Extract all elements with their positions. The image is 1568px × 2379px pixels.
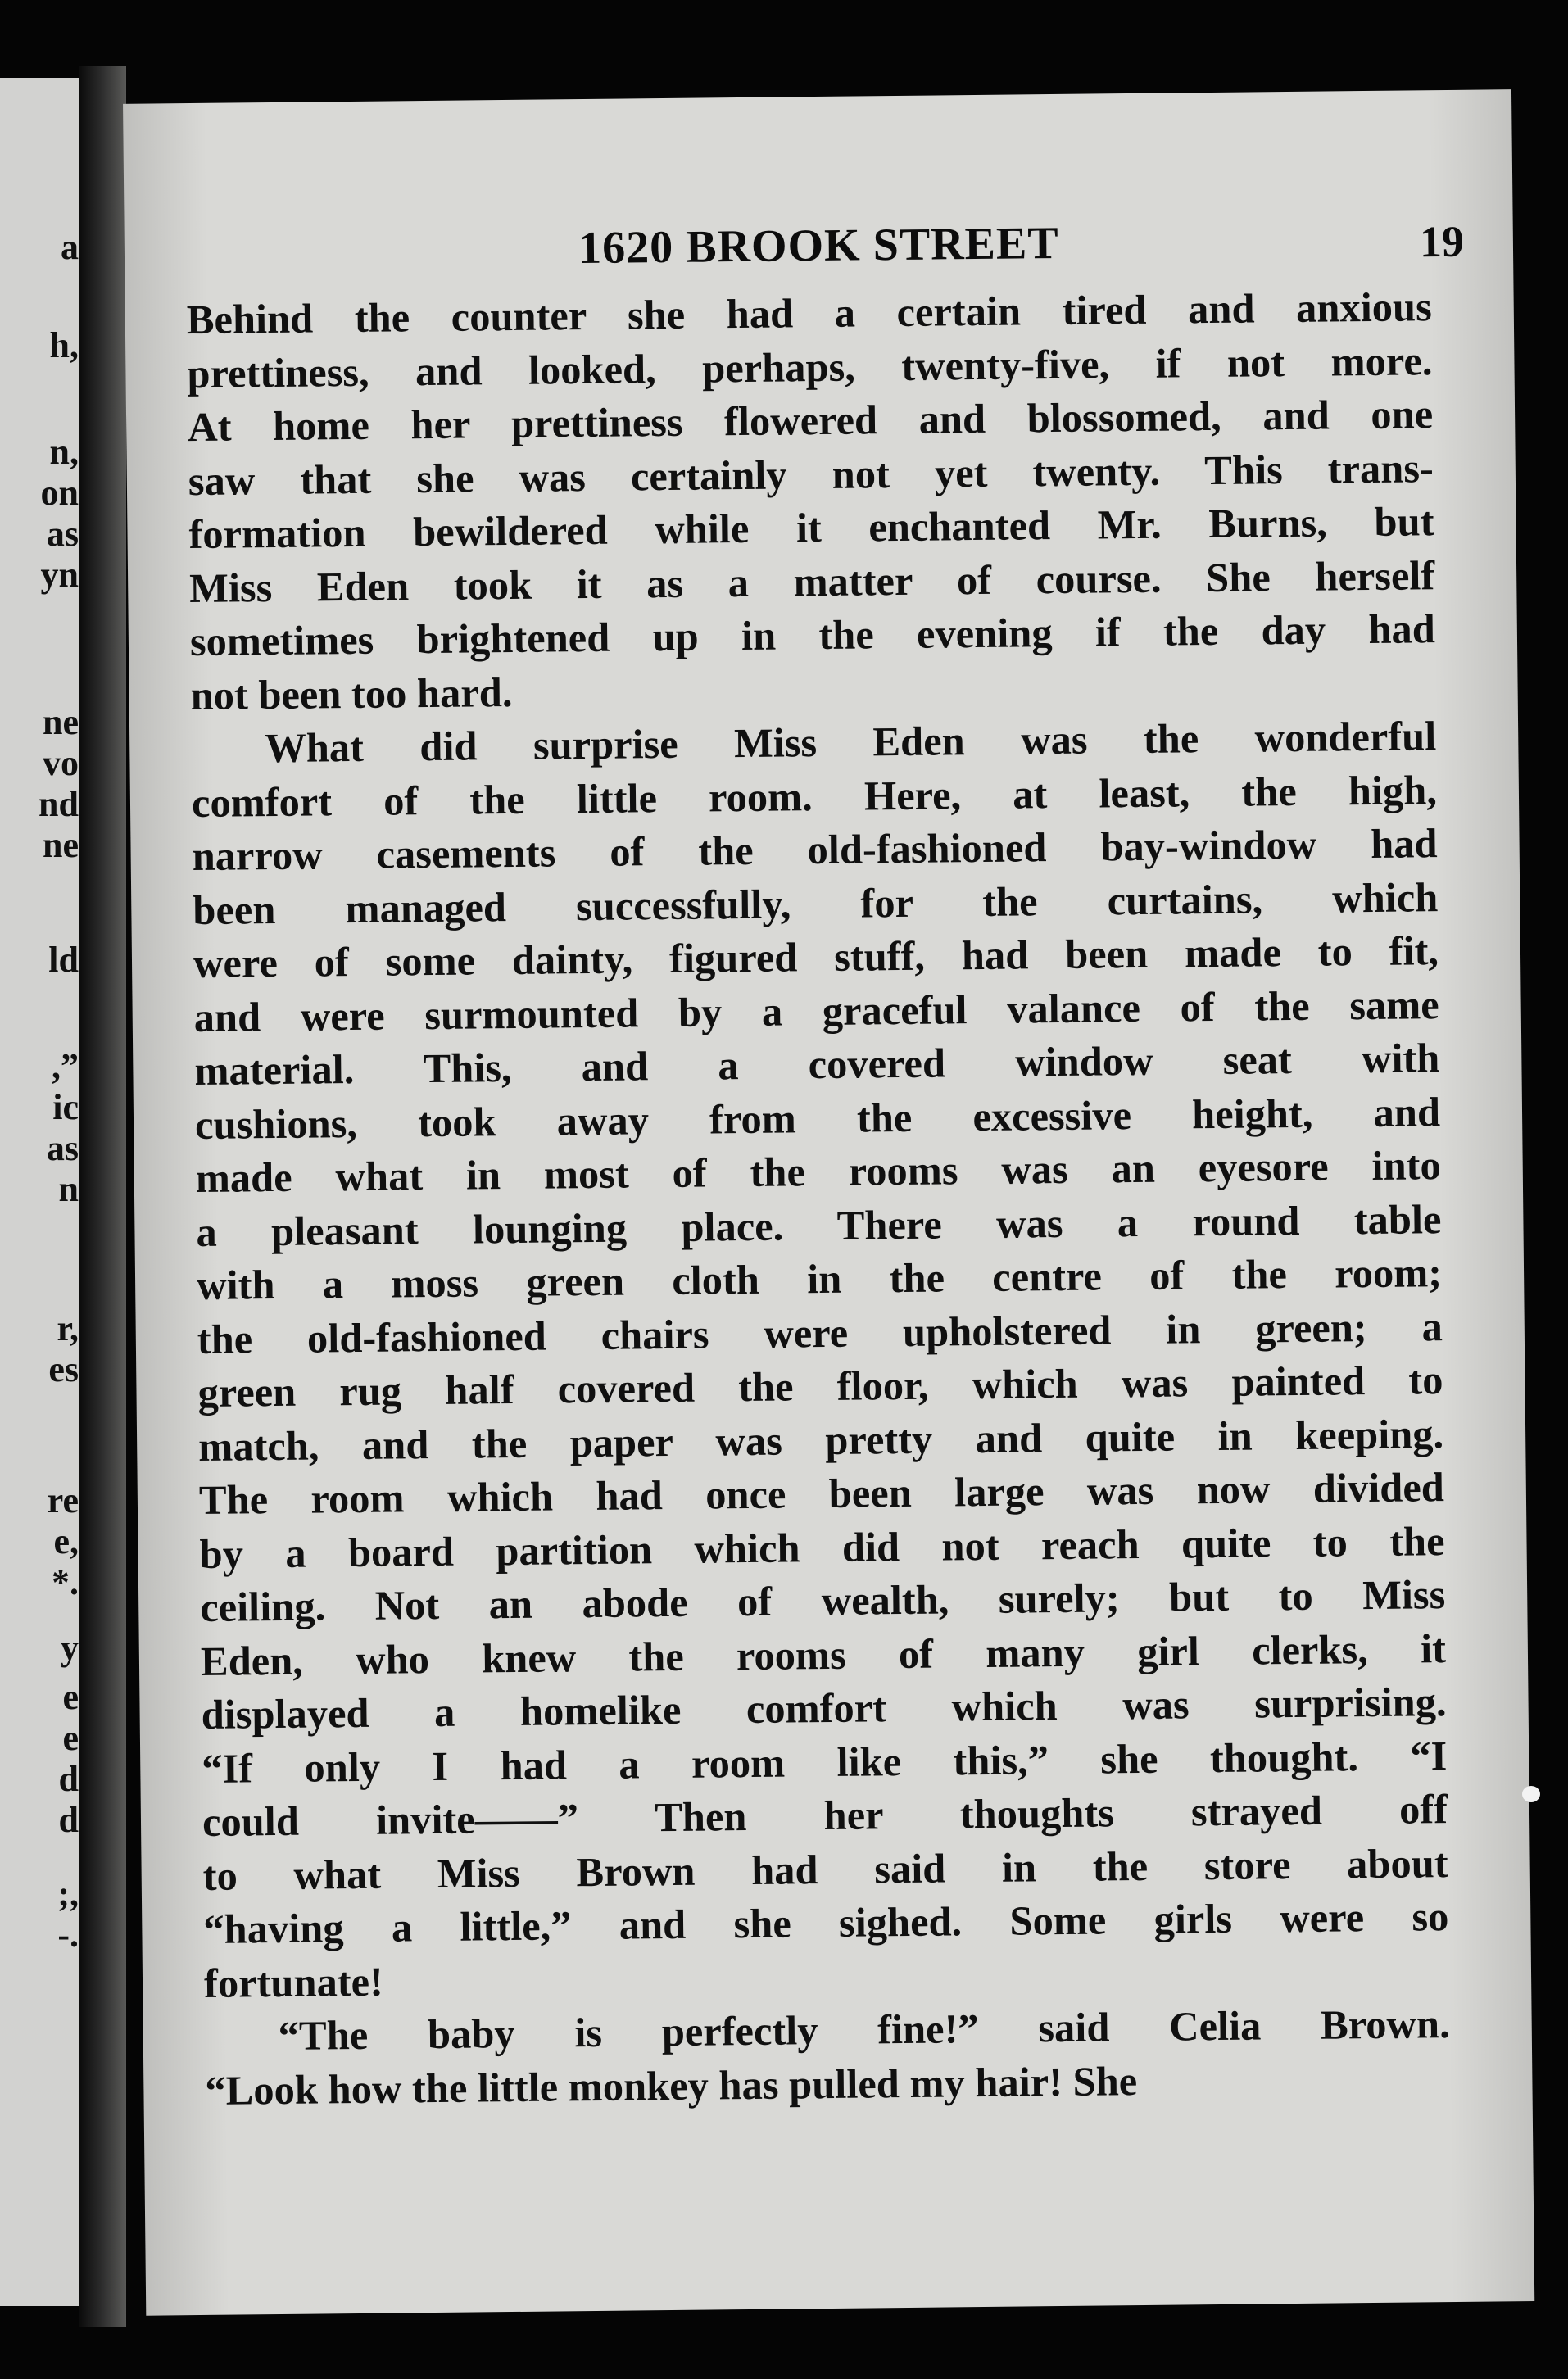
body-text xyxy=(186,280,1450,2118)
facing-page-fragment: e xyxy=(62,1677,79,1717)
facing-page-fragment: vo xyxy=(43,743,79,783)
facing-page-fragment: nd xyxy=(39,784,79,824)
text-line: been managed successfully, for the curtains, which xyxy=(193,873,1439,933)
facing-page-fragment: ld xyxy=(48,940,79,980)
running-head: 1620 BROOK STREET xyxy=(578,217,1059,274)
text-line: Behind the counter she had a certain tired and anxious xyxy=(186,283,1433,343)
scan-speck xyxy=(1522,1786,1540,1802)
facing-page-fragment: e xyxy=(62,1718,79,1758)
facing-page-fragment: ;, xyxy=(57,1874,79,1914)
text-line: “Look how the little monkey has pulled my hair! She xyxy=(205,2057,1138,2114)
page-header xyxy=(125,212,1514,284)
facing-page-text-fragments xyxy=(0,78,82,2306)
facing-page-fragment: re xyxy=(47,1480,79,1520)
text-line: and were surmounted by a graceful valance of the same xyxy=(193,981,1439,1040)
facing-page-fragment: d xyxy=(58,1800,79,1840)
text-line: to what Miss Brown had said in the store about xyxy=(202,1839,1448,1899)
text-line: the old-fashioned chairs were upholstered in green; a xyxy=(197,1303,1443,1362)
text-line: saw that she was certainly not yet twenty. This trans- xyxy=(188,444,1434,504)
facing-page-fragment: on xyxy=(40,473,79,513)
text-line: ceiling. Not an abode of wealth, surely; but to Miss xyxy=(199,1571,1446,1630)
text-line: not been too hard. xyxy=(190,668,513,718)
text-line: “If only I had a room like this,” she thought. “I xyxy=(202,1732,1448,1792)
text-line: “The baby is perfectly fine!” said Celia Brown. xyxy=(278,2001,1450,2060)
text-line: fortunate! xyxy=(203,1958,384,2006)
facing-page-fragment: n, xyxy=(49,432,79,472)
paragraph xyxy=(186,280,1435,723)
facing-page-edge xyxy=(0,78,82,2306)
text-line: formation bewildered while it enchanted Mr. Burns, but xyxy=(188,498,1434,558)
text-line: displayed a homelike comfort which was surprising. xyxy=(201,1679,1447,1738)
book-gutter xyxy=(79,66,126,2327)
facing-page-fragment: n xyxy=(58,1169,79,1209)
paragraph xyxy=(204,1997,1450,2118)
facing-page-fragment: h, xyxy=(49,325,79,365)
facing-page-fragment: ne xyxy=(43,702,79,742)
text-line: could invite——” Then her thoughts strayed off xyxy=(202,1786,1448,1845)
text-line: At home her prettiness flowered and blossomed, and one xyxy=(187,391,1434,451)
book-page xyxy=(123,89,1534,2316)
facing-page-fragment: ic xyxy=(52,1087,79,1127)
facing-page-fragment: ,” xyxy=(52,1046,79,1086)
text-line: sometimes brightened up in the evening if the day had xyxy=(189,605,1436,665)
facing-page-fragment: e, xyxy=(53,1521,79,1561)
facing-page-fragment: r, xyxy=(57,1308,79,1348)
text-line: prettiness, and looked, perhaps, twenty-five, if not more. xyxy=(187,337,1433,396)
text-line: cushions, took away from the excessive height, and xyxy=(194,1088,1441,1148)
text-line: narrow casements of the old-fashioned bay-window had xyxy=(192,820,1438,880)
facing-page-fragment: ne xyxy=(43,825,79,865)
text-line: with a moss green cloth in the centre of the room; xyxy=(196,1249,1443,1309)
facing-page-fragment: es xyxy=(48,1349,79,1389)
text-line: a pleasant lounging place. There was a round table xyxy=(196,1195,1442,1255)
facing-page-fragment: *. xyxy=(52,1562,79,1602)
facing-page-fragment: d xyxy=(58,1759,79,1799)
text-line: What did surprise Miss Eden was the wonderful xyxy=(264,713,1437,772)
text-line: made what in most of the rooms was an eyesore into xyxy=(195,1142,1441,1202)
facing-page-fragment: as xyxy=(46,514,79,554)
facing-page-fragment: -. xyxy=(57,1915,79,1955)
text-line: material. This, and a covered window seat with xyxy=(194,1035,1440,1094)
text-line: by a board partition which did not reach quite to the xyxy=(199,1517,1445,1577)
facing-page-fragment: as xyxy=(46,1128,79,1168)
text-line: Eden, who knew the rooms of many girl clerks, it xyxy=(200,1625,1447,1684)
paragraph xyxy=(191,709,1449,2010)
facing-page-fragment: a xyxy=(61,227,79,267)
text-line: green rug half covered the floor, which was painted to xyxy=(197,1357,1443,1416)
text-line: match, and the paper was pretty and quite in keeping. xyxy=(197,1410,1444,1470)
facing-page-fragment: y xyxy=(61,1628,79,1668)
page-number: 19 xyxy=(1419,216,1465,267)
facing-page-fragment: yn xyxy=(40,555,79,595)
text-line: were of some dainty, figured stuff, had been made to fit, xyxy=(193,927,1439,987)
text-line: comfort of the little room. Here, at least, the high, xyxy=(191,766,1438,826)
text-line: Miss Eden took it as a matter of course. She herself xyxy=(188,551,1435,611)
text-line: “having a little,” and she sighed. Some girls were so xyxy=(203,1893,1449,1952)
text-line: The room which had once been large was now divided xyxy=(198,1464,1445,1523)
